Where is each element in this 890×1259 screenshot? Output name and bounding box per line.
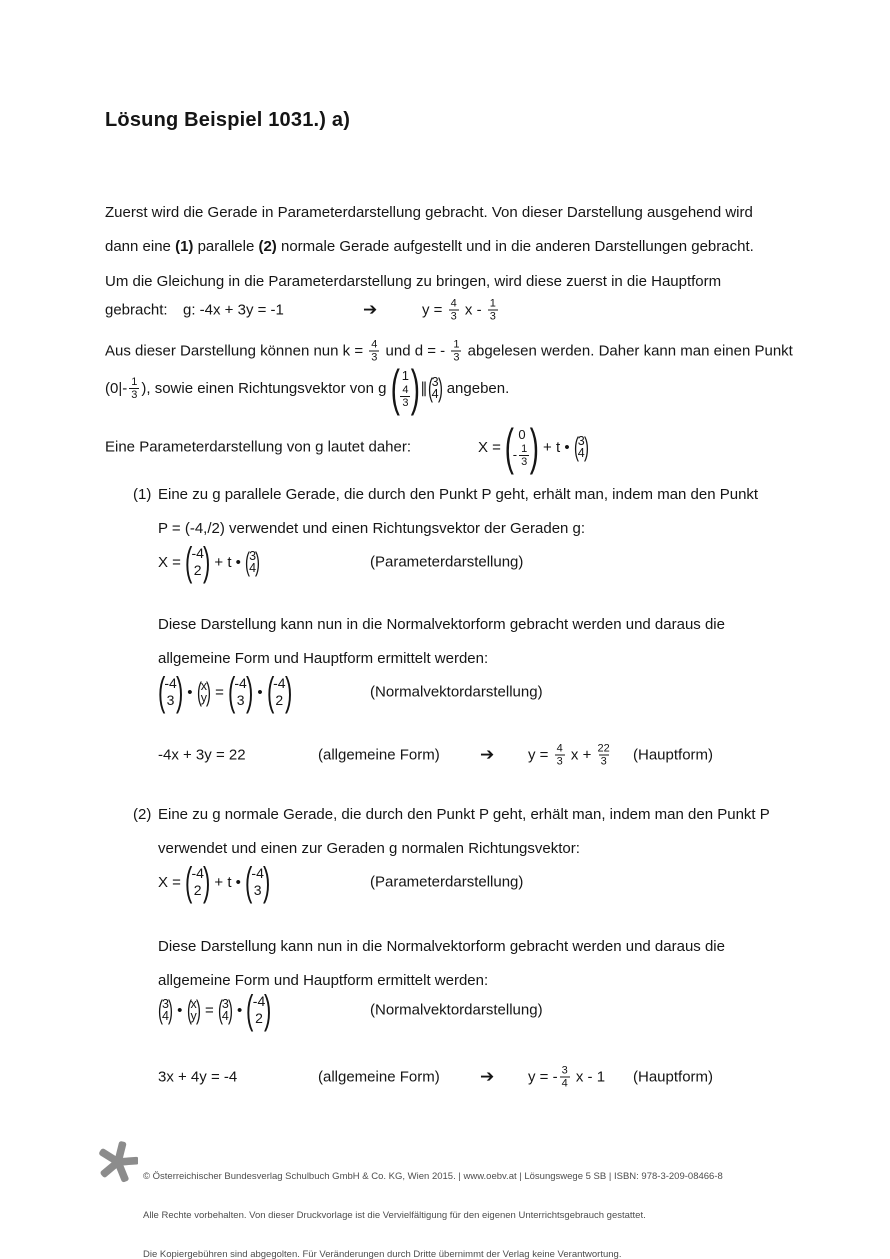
math-text: angeben. <box>442 379 510 397</box>
equation-hauptform-g <box>422 298 500 323</box>
paren-right: ) <box>411 360 421 416</box>
fraction: $\frac{4}{3}$ <box>556 742 563 768</box>
math-text: ), sowie einen Richtungsvektor von g <box>141 379 391 397</box>
paren-right: ) <box>202 860 211 904</box>
vector-entry: -4 <box>273 675 286 691</box>
paren-right: ) <box>583 431 589 462</box>
equation-row-normal-parameter <box>158 860 878 904</box>
math-text: x - 1 <box>571 1068 606 1086</box>
math-text: y = - <box>528 1068 558 1086</box>
vector-point-p <box>246 988 272 1032</box>
math-text: X = <box>478 438 506 456</box>
paren-right: ) <box>175 670 184 714</box>
fraction: $\frac{1}{3}$ <box>453 338 460 364</box>
vector-3-4 <box>427 372 443 403</box>
vector-entry: -4 <box>191 865 204 881</box>
vector-point-p <box>266 670 292 714</box>
parallel-symbol: ∥ <box>420 380 428 397</box>
fraction: $\frac{3}{4}$ <box>561 1064 568 1090</box>
intro-text-a: dann eine <box>105 238 176 255</box>
paragraph-parameterdarstellung <box>105 420 825 474</box>
math-text: + t • <box>538 438 574 456</box>
item-number: (1) <box>133 486 152 503</box>
equals-sign: = <box>210 683 229 701</box>
math-text: (0|- <box>105 379 128 397</box>
vector-direction-g <box>390 360 421 416</box>
vector-normal <box>228 670 254 714</box>
dot-product: • <box>232 1001 247 1019</box>
vector-entry: 4 <box>162 1009 169 1023</box>
item-text: Eine zu g normale Gerade, die durch den Punkt P geht, erhält man, indem man den Punkt P <box>158 806 770 823</box>
equation-normal-parameter <box>158 862 270 902</box>
vector-3-4 <box>573 431 589 462</box>
fraction: $\frac{22}{3}$ <box>597 742 610 768</box>
vector-normal <box>157 670 184 714</box>
paragraph-normalvektor2-line1: Diese Darstellung kann nun in die Normalvektorform gebracht werden und daraus die <box>158 938 725 955</box>
math-text: und d = - <box>381 342 450 360</box>
paren-right: ) <box>255 546 261 577</box>
math-text: y = <box>528 746 553 764</box>
intro-marker-2: (2) <box>258 238 277 255</box>
paren-left: ( <box>185 540 193 584</box>
paren-right: ) <box>205 676 211 707</box>
paragraph-normalvektor2-line2: allgemeine Form und Hauptform ermittelt werden: <box>158 972 489 989</box>
paren-right: ) <box>437 372 443 403</box>
paren-right: ) <box>195 994 201 1025</box>
paragraph-normalvektor-line1: Diese Darstellung kann nun in die Normalvektorform gebracht werden und daraus die <box>158 616 725 633</box>
vector-entry: 2 <box>193 882 202 898</box>
math-text: X = <box>158 873 186 891</box>
paren-left: ( <box>573 431 579 462</box>
label-allgemeine-form: (allgemeine Form) <box>318 746 440 764</box>
fraction: $\frac{1}{3}$ <box>521 442 528 468</box>
page-title: Lösung Beispiel 1031.) a) <box>105 109 351 131</box>
equation-given-general-form: g: -4x + 3y = -1 <box>183 301 284 319</box>
vector-direction-normal <box>245 860 271 904</box>
equation-hauptform-1 <box>528 743 612 768</box>
math-text: abgelesen werden. Daher kann man einen Punkt <box>463 342 793 360</box>
vector-entry: 3 <box>253 882 262 898</box>
vector-entry: 0 <box>518 426 526 442</box>
equation-allgemeine-form-2: 3x + 4y = -4 <box>158 1068 238 1086</box>
vector-normal <box>158 994 173 1025</box>
paragraph-intro-line1: Zuerst wird die Gerade in Parameterdarstellung gebracht. Von dieser Darstellung ausgehend wird <box>105 204 753 221</box>
intro-marker-1: (1) <box>175 238 194 255</box>
label-hauptform: (Hauptform) <box>633 746 714 764</box>
equation-hauptform-2 <box>528 1065 605 1090</box>
math-text: X = <box>158 553 186 571</box>
paren-left: ( <box>266 670 275 714</box>
paren-right: ) <box>284 670 292 714</box>
kd-line2-content <box>105 360 510 416</box>
paren-left: ( <box>427 372 433 403</box>
vector-entry: 3 <box>221 996 229 1011</box>
math-text: x - <box>460 301 486 319</box>
paren-right: ) <box>167 994 173 1025</box>
intro-text-c: normale Gerade aufgestellt und in die anderen Darstellungen gebracht. <box>276 238 754 255</box>
vector-entry: 4 <box>577 446 585 460</box>
publisher-logo-icon <box>98 1141 138 1187</box>
fraction: $\frac{4}{3}$ <box>371 338 378 364</box>
paragraph-normalvektor-line2: allgemeine Form und Hauptform ermittelt werden: <box>158 650 489 667</box>
vector-entry: x <box>200 678 207 693</box>
vector-entry: -4 <box>252 993 266 1009</box>
vector-entry: 3 <box>577 433 585 448</box>
equation-row-allgemeine-1 <box>158 735 878 775</box>
vector-entry: x <box>190 996 197 1011</box>
paren-left: ( <box>246 988 254 1032</box>
label-allgemeine-form: (allgemeine Form) <box>318 1068 440 1086</box>
equation-row-parallel-parameter <box>158 540 878 584</box>
equation-parallel-parameter <box>158 542 260 582</box>
paragraph-intro-line2 <box>105 230 754 264</box>
vector-entry: 2 <box>193 562 202 578</box>
vector-direction <box>245 546 261 577</box>
parameterdarstellung-text: Eine Parameterdarstellung von g lautet daher: <box>105 438 412 456</box>
vector-entry: 3 <box>236 692 245 708</box>
vector-entry: 4 <box>431 387 439 401</box>
paren-right: ) <box>529 419 540 475</box>
footer-copyright <box>143 1144 723 1259</box>
list-item-2-line1 <box>133 798 770 832</box>
vector-point-p <box>185 540 211 584</box>
equation-row-normalvektor-1 <box>158 670 878 714</box>
paren-right: ) <box>262 860 271 904</box>
label-hauptform: (Hauptform) <box>633 1068 714 1086</box>
paragraph-hauptform-line1: Um die Gleichung in die Parameterdarstellung zu bringen, wird diese zuerst in die Hauptform <box>105 273 722 290</box>
vector-entry: 2 <box>255 1010 263 1026</box>
paren-left: ( <box>504 419 515 475</box>
fraction: $\frac{4}{3}$ <box>402 383 409 409</box>
vector-point-g <box>504 419 540 475</box>
arrow-right-icon: ➔ <box>480 745 495 765</box>
equation-allgemeine-form-1: -4x + 3y = 22 <box>158 746 246 764</box>
equation-row-allgemeine-2 <box>158 1057 878 1097</box>
vector-entry: y <box>200 691 207 705</box>
paren-left: ( <box>217 994 223 1025</box>
minus-sign: - <box>512 447 518 462</box>
list-item-1-line2: P = (-4,/2) verwendet und einen Richtungsvektor der Geraden g: <box>158 520 586 537</box>
vector-xy <box>186 994 201 1025</box>
vector-entry: -4 <box>251 865 264 881</box>
paren-left: ( <box>157 670 166 714</box>
paren-left: ( <box>158 994 163 1025</box>
paren-left: ( <box>390 360 400 416</box>
paragraph-kd-line2 <box>105 362 825 414</box>
label-parameterdarstellung: (Parameterdarstellung) <box>370 873 524 891</box>
paren-left: ( <box>185 860 193 904</box>
footer-line-3: Die Kopiergebühren sind abgegolten. Für Veränderungen durch Dritte übernimmt der Verlag keine Verantwortung. <box>143 1249 622 1259</box>
paren-right: ) <box>264 988 272 1032</box>
vector-entry: 2 <box>275 692 284 708</box>
math-text: + t • <box>210 873 246 891</box>
list-item-1-line1 <box>133 478 758 512</box>
label-normalvektordarstellung: (Normalvektordarstellung) <box>370 683 543 701</box>
label-gebracht: gebracht: <box>105 301 168 319</box>
equation-parameter-g <box>478 419 589 475</box>
vector-entry: 3 <box>162 996 169 1011</box>
paren-left: ( <box>245 546 251 577</box>
vector-entry: 4 <box>221 1009 229 1023</box>
math-text: y = <box>422 301 447 319</box>
fraction: $\frac{1}{3}$ <box>489 297 496 323</box>
equation-normalvektor-1 <box>158 672 292 712</box>
label-parameterdarstellung: (Parameterdarstellung) <box>370 553 524 571</box>
math-text: Aus dieser Darstellung können nun k = <box>105 342 368 360</box>
list-item-2-line2: verwendet und einen zur Geraden g normalen Richtungsvektor: <box>158 840 580 857</box>
paren-left: ( <box>245 860 253 904</box>
equation-normalvektor-2 <box>158 990 272 1030</box>
fraction: $\frac{1}{3}$ <box>131 375 138 401</box>
paren-right: ) <box>202 540 211 584</box>
paren-right: ) <box>245 670 254 714</box>
vector-entry: y <box>190 1009 197 1023</box>
math-text: x + <box>566 746 596 764</box>
dot-product: • <box>172 1001 187 1019</box>
fraction: $\frac{4}{3}$ <box>450 297 457 323</box>
math-text: + t • <box>210 553 246 571</box>
vector-entry: -4 <box>164 675 177 691</box>
vector-entry: 4 <box>249 561 257 575</box>
label-normalvektordarstellung: (Normalvektordarstellung) <box>370 1001 543 1019</box>
paren-left: ( <box>228 670 236 714</box>
paren-left: ( <box>186 994 192 1025</box>
arrow-right-icon: ➔ <box>363 300 378 320</box>
dot-product: • <box>253 683 267 701</box>
kd-line1-content <box>105 339 793 364</box>
vector-entry: 3 <box>166 692 175 708</box>
item-text: Eine zu g parallele Gerade, die durch den Punkt P geht, erhält man, indem man den Punkt <box>158 486 759 503</box>
vector-entry: 3 <box>431 374 439 389</box>
dot-product: • <box>183 683 197 701</box>
vector-entry: 3 <box>249 548 257 563</box>
vector-normal <box>217 994 233 1025</box>
paren-left: ( <box>196 676 202 707</box>
vector-entry: -4 <box>191 545 204 561</box>
equals-sign: = <box>200 1001 218 1019</box>
vector-xy <box>196 676 211 707</box>
vector-point-p <box>185 860 211 904</box>
equation-row-normalvektor-2 <box>158 988 878 1032</box>
paren-right: ) <box>227 994 233 1025</box>
footer-line-1: © Österreichischer Bundesverlag Schulbuch GmbH & Co. KG, Wien 2015. | www.oebv.at | Lösungswege 5 SB | ISBN: 978-3-209-08466-8 <box>143 1171 723 1182</box>
vector-entry: -4 <box>234 675 247 691</box>
equation-row-given <box>105 288 825 332</box>
intro-text-b: parallele <box>193 238 259 255</box>
vector-entry: 1 <box>401 367 409 383</box>
footer-line-2: Alle Rechte vorbehalten. Von dieser Druckvorlage ist die Vervielfältigung für den eigenen Unterrichtsgebrauch gestattet. <box>143 1210 646 1221</box>
item-number: (2) <box>133 806 152 823</box>
arrow-right-icon: ➔ <box>480 1067 495 1087</box>
